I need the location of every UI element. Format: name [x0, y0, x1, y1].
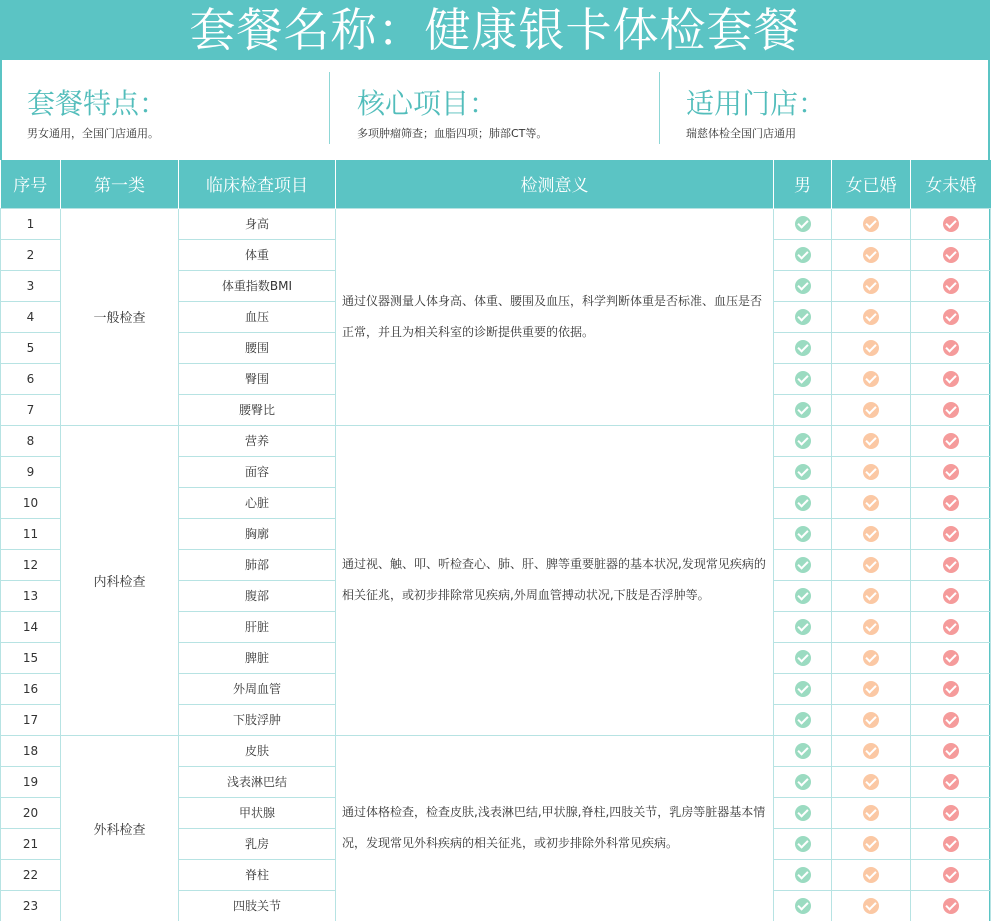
- male-check-icon: [795, 774, 811, 790]
- female-unmarried-check-icon: [943, 216, 959, 232]
- applicability-cell: [832, 208, 911, 239]
- exam-item-name: 乳房: [179, 828, 336, 859]
- applicability-cell: [832, 549, 911, 580]
- applicability-cell: [774, 270, 832, 301]
- package-title: 套餐名称：健康银卡体检套餐: [0, 0, 990, 60]
- applicability-cell: [774, 859, 832, 890]
- female-married-check-icon: [863, 309, 879, 325]
- female-married-check-icon: [863, 836, 879, 852]
- applicability-cell: [832, 239, 911, 270]
- female-married-check-icon: [863, 557, 879, 573]
- female-married-check-icon: [863, 526, 879, 542]
- female-unmarried-check-icon: [943, 867, 959, 883]
- applicability-cell: [911, 704, 991, 735]
- applicability-cell: [774, 890, 832, 921]
- applicability-cell: [774, 704, 832, 735]
- feature-desc: 瑞慈体检全国门店通用: [686, 127, 796, 140]
- header-male: 男: [774, 160, 832, 208]
- applicability-cell: [911, 518, 991, 549]
- male-check-icon: [795, 867, 811, 883]
- exam-item-name: 体重: [179, 239, 336, 270]
- male-check-icon: [795, 557, 811, 573]
- row-number: 9: [1, 456, 61, 487]
- female-married-check-icon: [863, 743, 879, 759]
- exam-item-name: 血压: [179, 301, 336, 332]
- category-cell: 外科检查: [61, 735, 179, 921]
- applicability-cell: [832, 301, 911, 332]
- male-check-icon: [795, 712, 811, 728]
- male-check-icon: [795, 402, 811, 418]
- male-check-icon: [795, 743, 811, 759]
- applicability-cell: [832, 518, 911, 549]
- applicability-cell: [832, 859, 911, 890]
- male-check-icon: [795, 805, 811, 821]
- row-number: 1: [1, 208, 61, 239]
- female-unmarried-check-icon: [943, 371, 959, 387]
- applicability-cell: [832, 611, 911, 642]
- row-number: 22: [1, 859, 61, 890]
- exam-item-name: 浅表淋巴结: [179, 766, 336, 797]
- row-number: 19: [1, 766, 61, 797]
- male-check-icon: [795, 278, 811, 294]
- female-unmarried-check-icon: [943, 836, 959, 852]
- female-married-check-icon: [863, 867, 879, 883]
- row-number: 16: [1, 673, 61, 704]
- male-check-icon: [795, 216, 811, 232]
- applicability-cell: [832, 890, 911, 921]
- applicability-cell: [911, 487, 991, 518]
- exam-item-name: 臀围: [179, 363, 336, 394]
- applicability-cell: [832, 642, 911, 673]
- row-number: 14: [1, 611, 61, 642]
- female-married-check-icon: [863, 774, 879, 790]
- category-cell: 内科检查: [61, 425, 179, 735]
- applicability-cell: [774, 518, 832, 549]
- row-number: 23: [1, 890, 61, 921]
- male-check-icon: [795, 433, 811, 449]
- female-married-check-icon: [863, 371, 879, 387]
- applicability-cell: [774, 580, 832, 611]
- applicability-cell: [774, 766, 832, 797]
- applicability-cell: [774, 611, 832, 642]
- applicability-cell: [832, 704, 911, 735]
- female-married-check-icon: [863, 805, 879, 821]
- applicability-cell: [774, 549, 832, 580]
- exam-item-name: 肝脏: [179, 611, 336, 642]
- exam-item-name: 四肢关节: [179, 890, 336, 921]
- male-check-icon: [795, 681, 811, 697]
- female-married-check-icon: [863, 433, 879, 449]
- applicability-cell: [832, 735, 911, 766]
- female-married-check-icon: [863, 898, 879, 914]
- female-unmarried-check-icon: [943, 526, 959, 542]
- applicability-cell: [774, 456, 832, 487]
- exam-item-name: 胸廓: [179, 518, 336, 549]
- female-unmarried-check-icon: [943, 681, 959, 697]
- applicability-cell: [911, 859, 991, 890]
- female-unmarried-check-icon: [943, 495, 959, 511]
- female-married-check-icon: [863, 588, 879, 604]
- female-married-check-icon: [863, 464, 879, 480]
- applicability-cell: [911, 642, 991, 673]
- female-unmarried-check-icon: [943, 805, 959, 821]
- female-unmarried-check-icon: [943, 278, 959, 294]
- header-item: 临床检查项目: [179, 160, 336, 208]
- female-married-check-icon: [863, 619, 879, 635]
- applicability-cell: [832, 797, 911, 828]
- exam-item-name: 皮肤: [179, 735, 336, 766]
- female-unmarried-check-icon: [943, 619, 959, 635]
- applicability-cell: [911, 797, 991, 828]
- applicability-cell: [832, 487, 911, 518]
- row-number: 13: [1, 580, 61, 611]
- exam-item-name: 脾脏: [179, 642, 336, 673]
- row-number: 2: [1, 239, 61, 270]
- female-married-check-icon: [863, 495, 879, 511]
- male-check-icon: [795, 247, 811, 263]
- applicability-cell: [911, 456, 991, 487]
- female-unmarried-check-icon: [943, 340, 959, 356]
- applicability-cell: [774, 797, 832, 828]
- applicability-cell: [832, 456, 911, 487]
- applicability-cell: [774, 301, 832, 332]
- applicability-cell: [832, 363, 911, 394]
- feature-title: 适用门店：: [686, 87, 827, 120]
- row-number: 3: [1, 270, 61, 301]
- applicability-cell: [832, 332, 911, 363]
- exam-item-name: 体重指数BMI: [179, 270, 336, 301]
- applicability-cell: [911, 208, 991, 239]
- female-unmarried-check-icon: [943, 402, 959, 418]
- female-unmarried-check-icon: [943, 774, 959, 790]
- header-category: 第一类: [61, 160, 179, 208]
- applicability-cell: [911, 363, 991, 394]
- applicability-cell: [832, 766, 911, 797]
- applicability-cell: [832, 673, 911, 704]
- female-married-check-icon: [863, 340, 879, 356]
- male-check-icon: [795, 619, 811, 635]
- applicability-cell: [774, 208, 832, 239]
- exam-item-name: 面容: [179, 456, 336, 487]
- male-check-icon: [795, 526, 811, 542]
- female-married-check-icon: [863, 402, 879, 418]
- row-number: 17: [1, 704, 61, 735]
- female-married-check-icon: [863, 712, 879, 728]
- female-married-check-icon: [863, 650, 879, 666]
- female-unmarried-check-icon: [943, 557, 959, 573]
- row-number: 7: [1, 394, 61, 425]
- exam-item-name: 脊柱: [179, 859, 336, 890]
- female-unmarried-check-icon: [943, 309, 959, 325]
- female-unmarried-check-icon: [943, 743, 959, 759]
- applicability-cell: [832, 580, 911, 611]
- male-check-icon: [795, 836, 811, 852]
- applicability-cell: [911, 890, 991, 921]
- male-check-icon: [795, 309, 811, 325]
- male-check-icon: [795, 340, 811, 356]
- applicability-cell: [832, 270, 911, 301]
- female-unmarried-check-icon: [943, 247, 959, 263]
- applicability-cell: [911, 766, 991, 797]
- applicability-cell: [911, 580, 991, 611]
- applicability-cell: [832, 425, 911, 456]
- feature-desc: 多项肿瘤筛查；血脂四项；肺部CT等。: [357, 127, 548, 140]
- female-unmarried-check-icon: [943, 650, 959, 666]
- header-meaning: 检测意义: [336, 160, 774, 208]
- applicability-cell: [774, 487, 832, 518]
- applicability-cell: [774, 394, 832, 425]
- male-check-icon: [795, 371, 811, 387]
- exam-item-name: 营养: [179, 425, 336, 456]
- applicability-cell: [774, 332, 832, 363]
- applicability-cell: [911, 301, 991, 332]
- meaning-cell: 通过仪器测量人体身高、体重、腰围及血压，科学判断体重是否标准、血压是否正常，并且为相关科室的诊断提供重要的依据。: [336, 208, 774, 425]
- exam-item-name: 腹部: [179, 580, 336, 611]
- female-married-check-icon: [863, 681, 879, 697]
- applicability-cell: [911, 549, 991, 580]
- applicability-cell: [911, 270, 991, 301]
- row-number: 5: [1, 332, 61, 363]
- row-number: 10: [1, 487, 61, 518]
- applicability-cell: [911, 394, 991, 425]
- applicability-cell: [774, 363, 832, 394]
- row-number: 15: [1, 642, 61, 673]
- feature-divider: [329, 72, 330, 144]
- applicability-cell: [832, 394, 911, 425]
- features-panel: [0, 60, 990, 160]
- row-number: 4: [1, 301, 61, 332]
- meaning-cell: 通过视、触、叩、听检查心、肺、肝、脾等重要脏器的基本状况,发现常见疾病的相关征兆，或初步排除常见疾病,外周血管搏动状况,下肢是否浮肿等。: [336, 425, 774, 735]
- row-number: 11: [1, 518, 61, 549]
- row-number: 12: [1, 549, 61, 580]
- feature-title: 核心项目：: [357, 87, 498, 120]
- applicability-cell: [832, 828, 911, 859]
- male-check-icon: [795, 588, 811, 604]
- feature-divider: [659, 72, 660, 144]
- header-number: 序号: [1, 160, 61, 208]
- female-unmarried-check-icon: [943, 712, 959, 728]
- applicability-cell: [774, 735, 832, 766]
- exam-item-name: 下肢浮肿: [179, 704, 336, 735]
- applicability-cell: [774, 828, 832, 859]
- exam-item-name: 腰臀比: [179, 394, 336, 425]
- table-body: [1, 208, 991, 921]
- applicability-cell: [911, 828, 991, 859]
- row-number: 21: [1, 828, 61, 859]
- table-row: [1, 208, 991, 239]
- applicability-cell: [774, 239, 832, 270]
- applicability-cell: [911, 735, 991, 766]
- applicability-cell: [774, 425, 832, 456]
- female-married-check-icon: [863, 278, 879, 294]
- female-married-check-icon: [863, 247, 879, 263]
- male-check-icon: [795, 464, 811, 480]
- category-cell: 一般检查: [61, 208, 179, 425]
- applicability-cell: [911, 239, 991, 270]
- applicability-cell: [911, 673, 991, 704]
- applicability-cell: [911, 332, 991, 363]
- exam-table: [0, 160, 991, 921]
- exam-item-name: 心脏: [179, 487, 336, 518]
- row-number: 8: [1, 425, 61, 456]
- applicability-cell: [774, 673, 832, 704]
- feature-title: 套餐特点：: [27, 87, 168, 120]
- applicability-cell: [911, 425, 991, 456]
- meaning-cell: 通过体格检查，检查皮肤,浅表淋巴结,甲状腺,脊柱,四肢关节，乳房等脏器基本情况，发现常见外科疾病的相关征兆，或初步排除外科常见疾病。: [336, 735, 774, 921]
- table-row: [1, 425, 991, 456]
- row-number: 18: [1, 735, 61, 766]
- female-unmarried-check-icon: [943, 464, 959, 480]
- row-number: 6: [1, 363, 61, 394]
- applicability-cell: [911, 611, 991, 642]
- female-unmarried-check-icon: [943, 898, 959, 914]
- exam-item-name: 甲状腺: [179, 797, 336, 828]
- header-female-unmarried: 女未婚: [911, 160, 991, 208]
- exam-item-name: 腰围: [179, 332, 336, 363]
- male-check-icon: [795, 495, 811, 511]
- exam-item-name: 肺部: [179, 549, 336, 580]
- applicability-cell: [774, 642, 832, 673]
- female-unmarried-check-icon: [943, 588, 959, 604]
- table-row: [1, 735, 991, 766]
- male-check-icon: [795, 650, 811, 666]
- female-married-check-icon: [863, 216, 879, 232]
- header-female-married: 女已婚: [832, 160, 911, 208]
- exam-item-name: 身高: [179, 208, 336, 239]
- female-unmarried-check-icon: [943, 433, 959, 449]
- exam-item-name: 外周血管: [179, 673, 336, 704]
- row-number: 20: [1, 797, 61, 828]
- table-header-row: [1, 160, 991, 208]
- feature-desc: 男女通用，全国门店通用。: [27, 127, 159, 140]
- male-check-icon: [795, 898, 811, 914]
